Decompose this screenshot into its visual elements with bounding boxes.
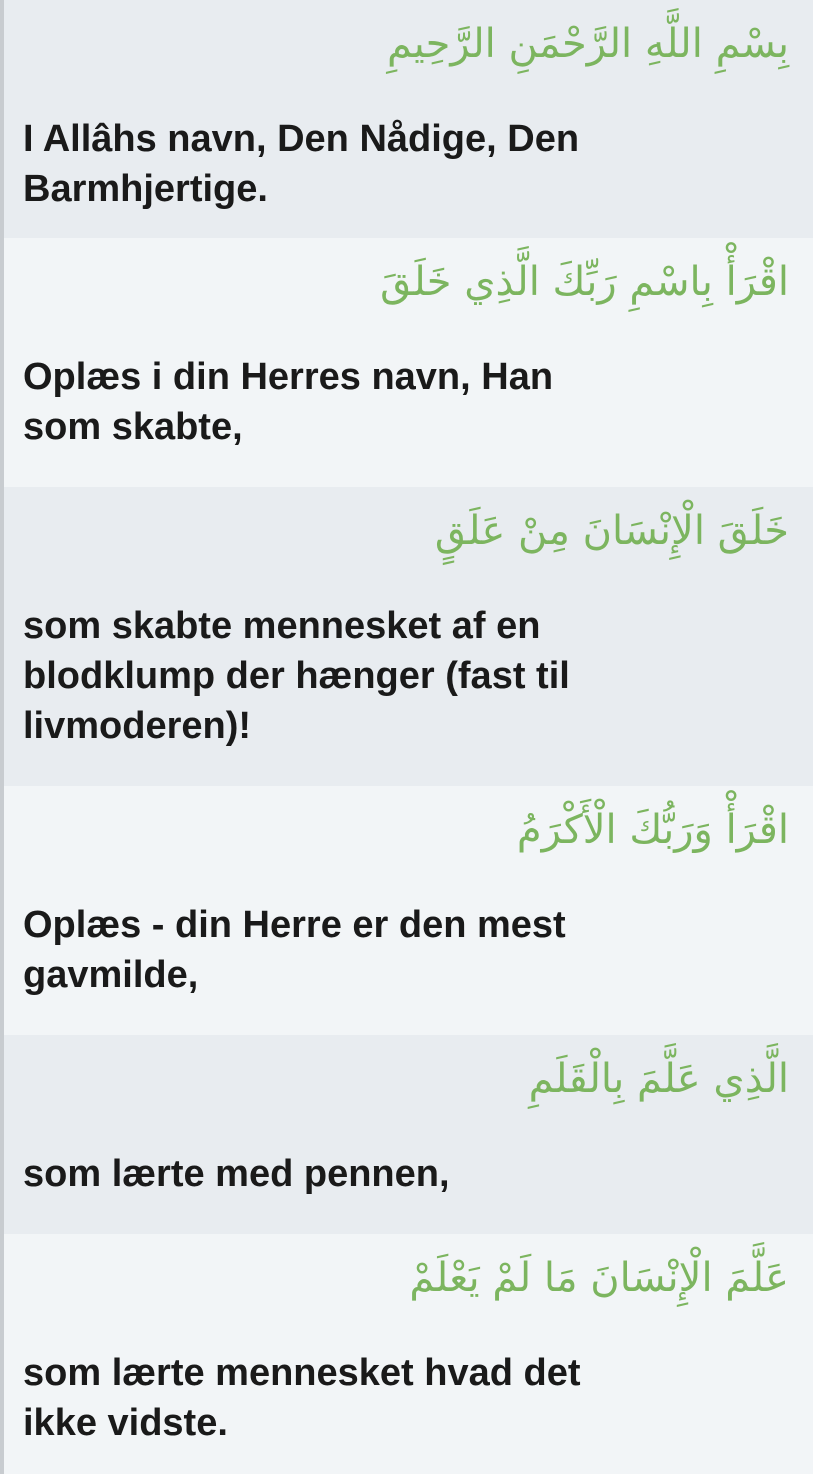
verse-item-3[interactable]: [0, 786, 813, 1035]
verse-item-1[interactable]: [0, 238, 813, 487]
verse-arabic-text: عَلَّمَ الْإِنْسَانَ مَا لَمْ يَعْلَمْ: [409, 1255, 789, 1301]
verse-arabic-text: الَّذِي عَلَّمَ بِالْقَلَمِ: [528, 1056, 789, 1102]
verse-translation-text: Oplæs - din Herre er den mest gavmilde,: [23, 904, 566, 996]
left-edge-divider: [0, 0, 4, 1474]
verse-translation-text: Oplæs i din Herres navn, Han som skabte,: [23, 356, 554, 448]
verse-translation-text: som skabte mennesket af en blodklump der hænger (fast til livmoderen)!: [23, 605, 570, 747]
verse-translation-text: som lærte mennesket hvad det ikke vidste.: [23, 1352, 581, 1444]
verse-item-0[interactable]: [0, 0, 813, 238]
verse-arabic-text: خَلَقَ الْإِنْسَانَ مِنْ عَلَقٍ: [434, 508, 789, 554]
verse-arabic-text: اقْرَأْ بِاسْمِ رَبِّكَ الَّذِي خَلَقَ: [380, 259, 789, 305]
verse-translation-text: I Allâhs navn, Den Nådige, Den Barmhjertige.: [23, 118, 580, 210]
verse-item-2[interactable]: [0, 487, 813, 786]
verse-item-5[interactable]: [0, 1234, 813, 1474]
verse-item-4[interactable]: [0, 1035, 813, 1234]
verse-arabic-text: بِسْمِ اللَّهِ الرَّحْمَنِ الرَّحِيمِ: [386, 21, 789, 67]
verse-arabic-text: اقْرَأْ وَرَبُّكَ الْأَكْرَمُ: [516, 807, 789, 853]
verse-translation-text: som lærte med pennen,: [23, 1153, 450, 1195]
